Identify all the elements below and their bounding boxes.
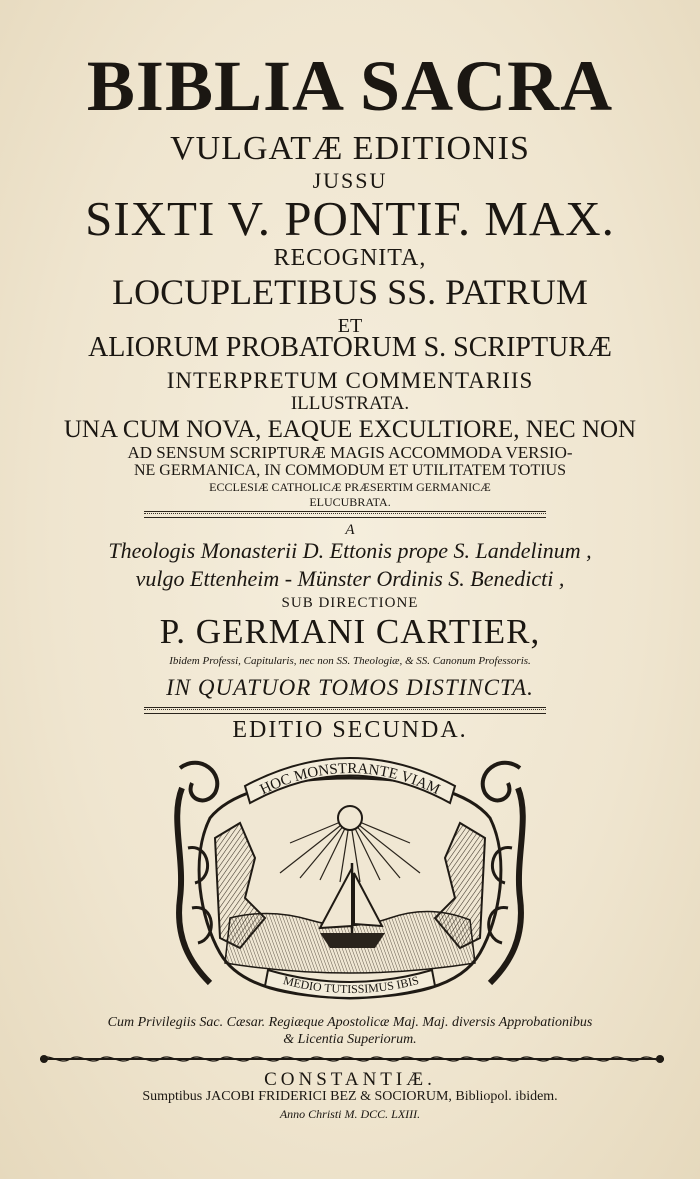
line-sumptibus: Sumptibus JACOBI FRIDERICI BEZ & SOCIORUM, Bibliopol. ibidem. [142,1089,558,1104]
line-interpretum: INTERPRETUM COMMENTARIIS [166,368,534,393]
line-illustrata: ILLUSTRATA. [290,393,410,414]
line-licentia: & Licentia Superiorum. [283,1032,417,1047]
line-recognita: RECOGNITA, [273,245,427,271]
line-anno: Anno Christi M. DCC. LXIII. [279,1107,421,1121]
subtitle-vulgatae: VULGATÆ EDITIONIS [170,130,530,167]
line-quatuor: IN QUATUOR TOMOS DISTINCTA. [166,675,534,700]
line-ibidem: Ibidem Professi, Capitularis, nec non SS. Theologiæ, & SS. Canonum Professoris. [169,655,531,667]
line-sixti: SIXTI V. PONTIF. MAX. [85,191,615,246]
line-jussu: JUSSU [312,168,388,193]
line-editio: EDITIO SECUNDA. [232,717,468,743]
line-constantiae: CONSTANTIÆ. [264,1069,436,1090]
book-title: BIBLIA SACRA [86,46,614,126]
printers-emblem-woodcut [170,748,530,1010]
line-elucubrata: ELUCUBRATA. [309,495,391,509]
line-et: ET [337,315,363,337]
rule-divider [144,707,546,714]
line-theologis: Theologis Monasterii D. Ettonis prope S. Landelinum , [108,538,592,563]
line-vulgo: vulgo Ettenheim - Münster Ordinis S. Benedicti , [135,566,565,591]
line-ne-germanica: NE GERMANICA, IN COMMODUM ET UTILITATEM TOTIUS [133,462,567,479]
line-una-cum-nova: UNA CUM NOVA, EAQUE EXCULTIORE, NEC NON [63,416,637,443]
emblem-motto-top: HOC MONSTRANTE VIAM [257,760,443,799]
rule-divider [144,511,546,518]
line-ecclesiae: ECCLESIÆ CATHOLICÆ PRÆSERTIM GERMANICÆ [209,480,491,494]
line-locupletibus: LOCUPLETIBUS SS. PATRUM [112,272,588,312]
line-privilegiis: Cum Privilegiis Sac. Cæsar. Regiæque Apostolicæ Maj. Maj. diversis Approbationibus [107,1015,593,1030]
emblem-motto-bottom: MEDIO TUTISSIMUS IBIS [281,973,421,997]
line-cartier: P. GERMANI CARTIER, [159,612,541,651]
line-a: A [345,522,355,538]
ornamental-border [40,1052,664,1066]
line-ad-sensum: AD SENSUM SCRIPTURÆ MAGIS ACCOMMODA VERSIO- [127,443,573,462]
line-sub-directione: SUB DIRECTIONE [281,595,419,611]
line-aliorum: ALIORUM PROBATORUM S. SCRIPTURÆ [88,332,612,363]
